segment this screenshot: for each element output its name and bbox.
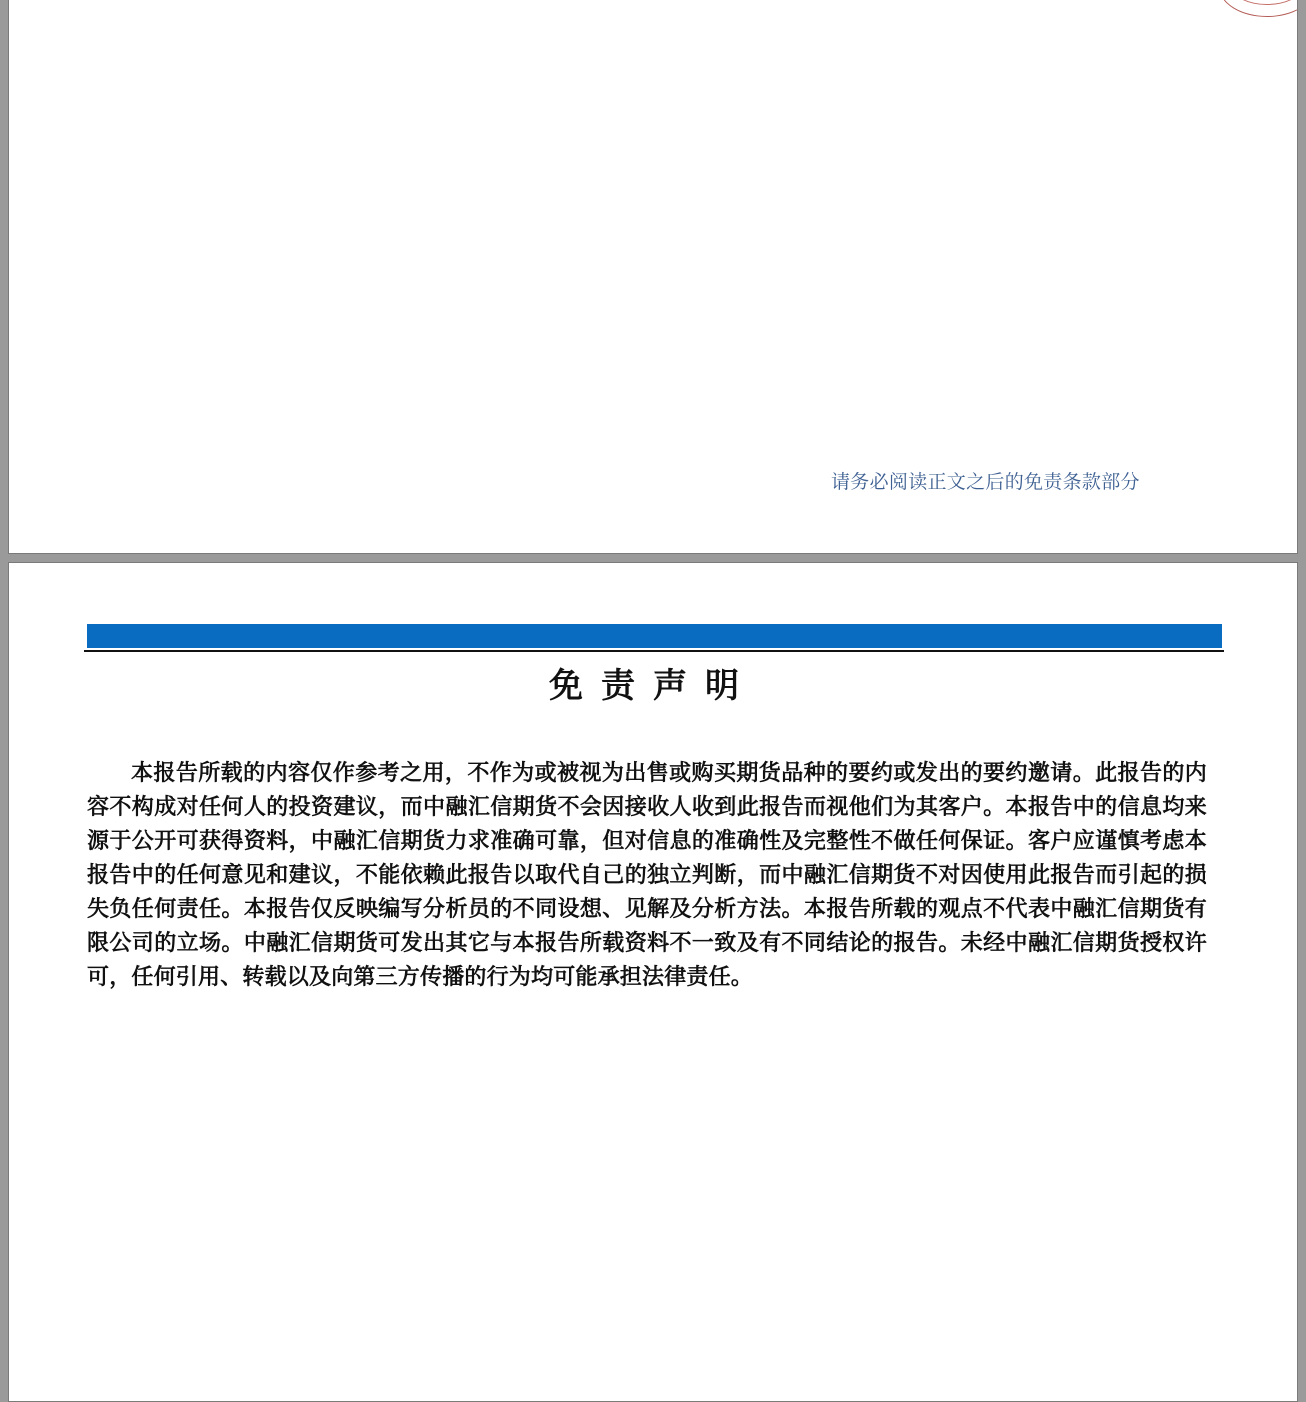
header-band	[87, 624, 1222, 648]
page-title: 免责声明	[549, 666, 757, 706]
document-page-1	[8, 0, 1298, 554]
header-rule	[84, 650, 1224, 652]
footer-note: 请务必阅读正文之后的免责条款部分	[831, 471, 1140, 493]
disclaimer-paragraph: 本报告所载的内容仅作参考之用，不作为或被视为出售或购买期货品种的要约或发出的要约邀请。此报告的内容不构成对任何人的投资建议，而中融汇信期货不会因接收人收到此报告而视他们为其客户。本报告中的信息均来源于公开可获得资料，中融汇信期货力求准确可靠，但对信息的准确性及完整性不做任何保证。客户应谨慎考虑本报告中的任何意见和建议，不能依赖此报告以取代自己的独立判断，而中融汇信期货不对因使用此报告而引起的损失负任何责任。本报告仅反映编写分析员的不同设想、见解及分析方法。本报告所载的观点不代表中融汇信期货有限公司的立场。中融汇信期货可发出其它与本报告所载资料不一致及有不同结论的报告。未经中融汇信期货授权许可，任何引用、转载以及向第三方传播的行为均可能承担法律责任。	[87, 760, 1207, 990]
document-page-2	[8, 562, 1298, 1402]
stamp-mark	[1219, 0, 1298, 17]
